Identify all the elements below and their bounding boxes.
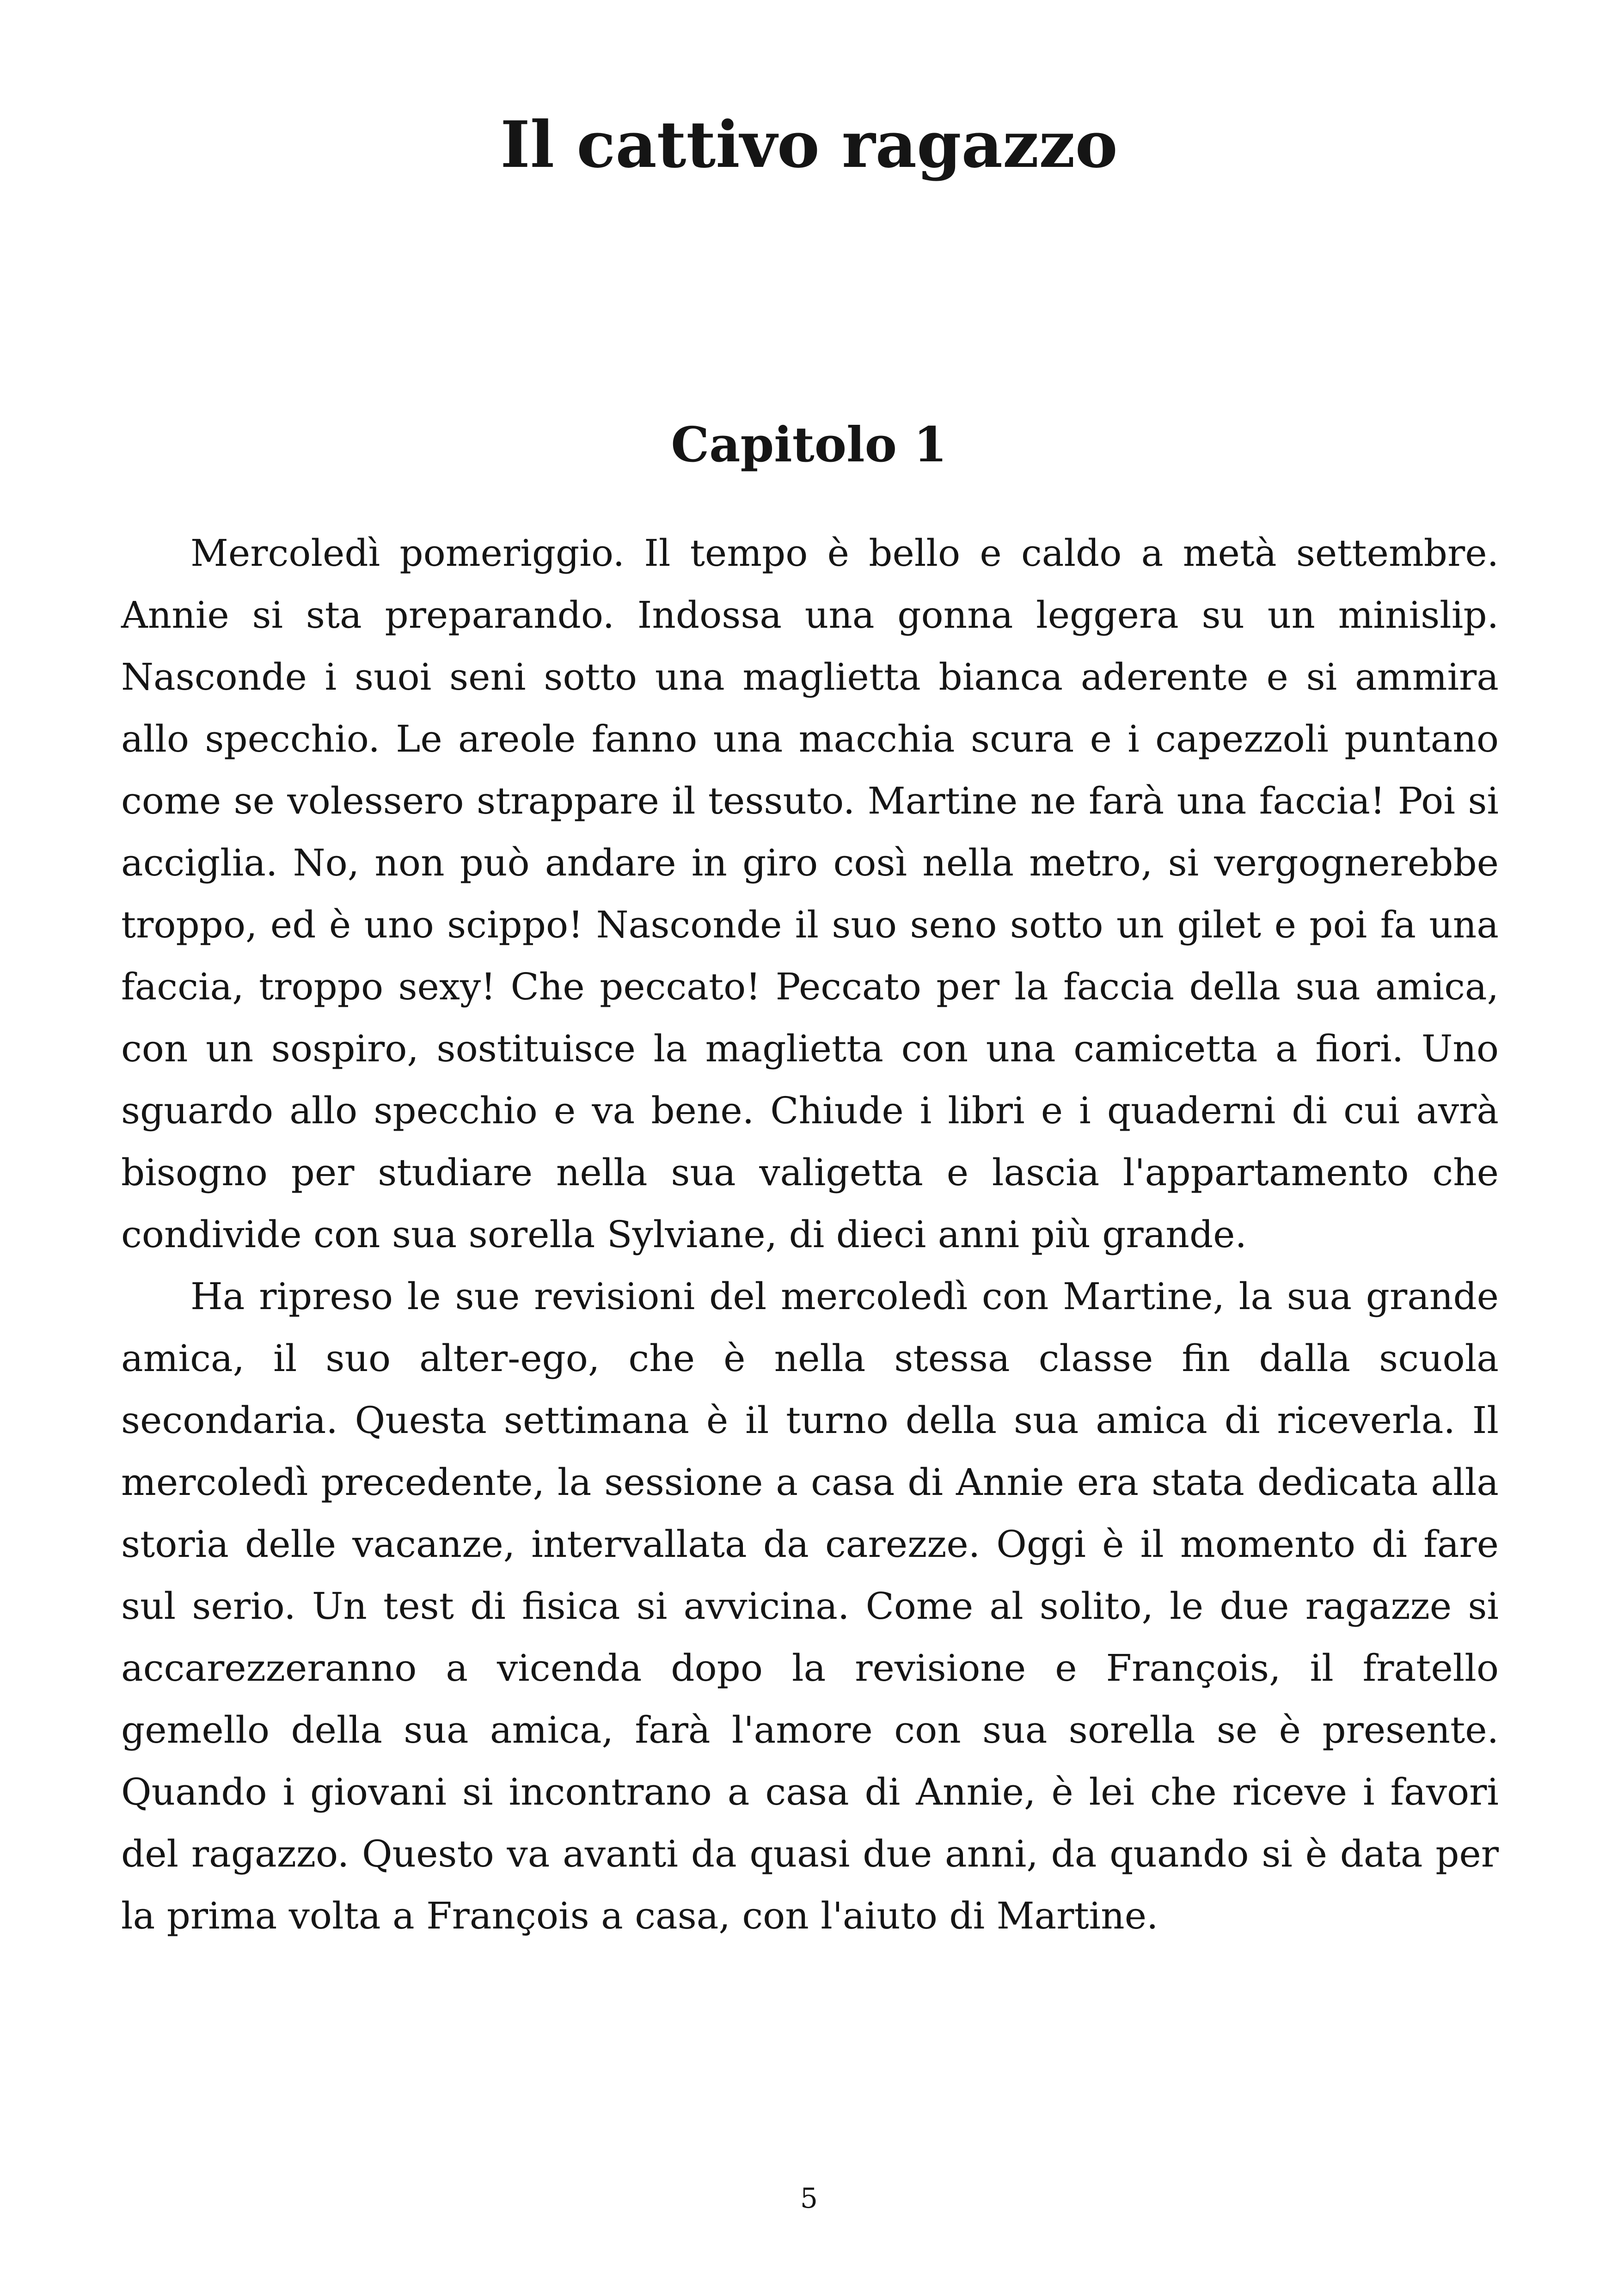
book-title: Il cattivo ragazzo: [500, 107, 1118, 182]
page-number: 5: [800, 2182, 818, 2215]
paragraph-2: Ha ripreso le sue revisioni del mercoledì con Martine, la sua grande amica, il suo alter-ego, che è nella stessa classe fin dalla scuola secondaria. Questa settimana è il turno della sua amica di riceverla. Il mercoledì precedente, la sessione a casa di Annie era stata dedicata alla storia delle vacanze, intervallata da carezze. Oggi è il momento di fare sul serio. Un test di fisica si avvicina. Come al solito, le due ragazze si accarezzeranno a vicenda dopo la revisione e François, il fratello gemello della sua amica, farà l'amore con sua sorella se è presente. Quando i giovani si incontrano a casa di Annie, è lei che riceve i favori del ragazzo. Questo va avanti da quasi due anni, da quando si è data per la prima volta a François a casa, con l'aiuto di Martine.: [121, 1275, 1499, 1937]
paragraph-1: Mercoledì pomeriggio. Il tempo è bello e caldo a metà settembre. Annie si sta preparando. Indossa una gonna leggera su un minislip. Nasconde i suoi seni sotto una maglietta bianca aderente e si ammira allo specchio. Le areole fanno una macchia scura e i capezzoli puntano come se volessero strappare il tessuto. Martine ne farà una faccia! Poi si acciglia. No, non può andare in giro così nella metro, si vergognerebbe troppo, ed è uno scippo! Nasconde il suo seno sotto un gilet e poi fa una faccia, troppo sexy! Che peccato! Peccato per la faccia della sua amica, con un sospiro, sostituisce la maglietta con una camicetta a fiori. Uno sguardo allo specchio e va bene. Chiude i libri e i quaderni di cui avrà bisogno per studiare nella sua valigetta e lascia l'appartamento che condivide con sua sorella Sylviane, di dieci anni più grande.: [121, 532, 1499, 1256]
chapter-body: [121, 522, 1499, 1947]
chapter-title: Capitolo 1: [671, 416, 947, 473]
